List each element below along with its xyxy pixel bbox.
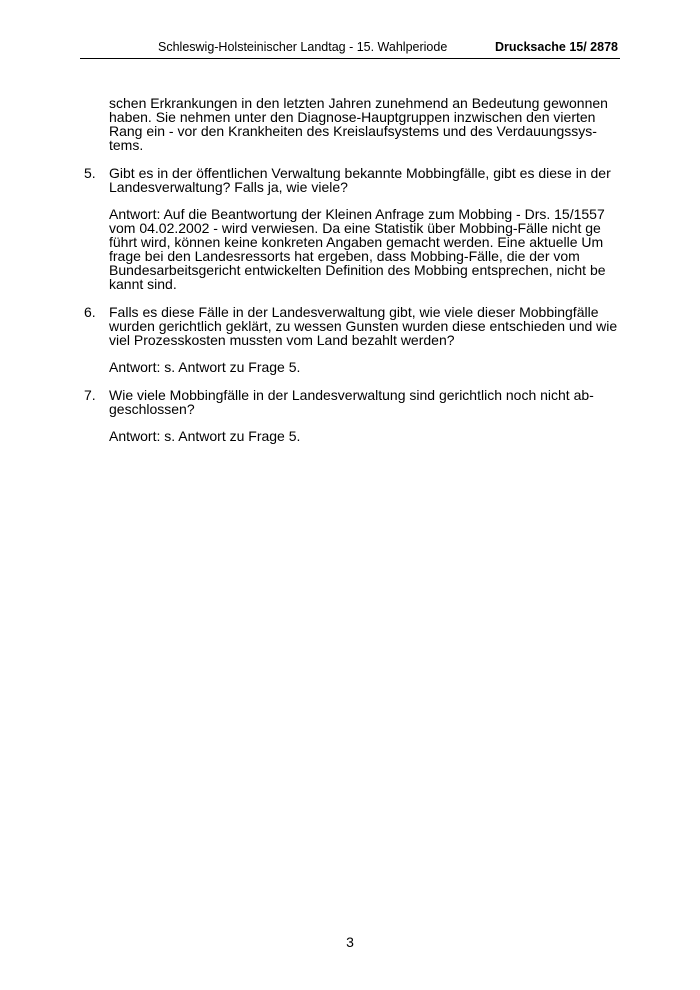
page-header xyxy=(80,38,620,59)
document-body xyxy=(84,96,624,443)
intro-paragraph: schen Erkrankungen in den letzten Jahren zunehmend an Bedeutung gewonnen haben. Sie nehmen unter den Diagnose-Hauptgruppen inzwischen den vierten Rang ein - vor den Krankheiten des Kreislaufsystems und des Verdauungssys-tems. xyxy=(109,95,608,153)
header-title: Schleswig-Holsteinischer Landtag - 15. Wahlperiode xyxy=(158,40,448,54)
question-6 xyxy=(84,305,624,347)
question-text: Falls es diese Fälle in der Landesverwaltung gibt, wie viele dieser Mobbingfälle wurden gerichtlich geklärt, zu wessen Gunsten wurden diese entschieden und wie viel Prozesskosten mussten vom Land bezahlt werden? xyxy=(109,304,618,348)
question-text: Gibt es in der öffentlichen Verwaltung bekannte Mobbingfälle, gibt es diese in der Landesverwaltung? Falls ja, wie viele? xyxy=(109,165,611,195)
question-number: 6. xyxy=(84,304,96,320)
question-block-5 xyxy=(84,166,624,291)
question-number: 5. xyxy=(84,165,96,181)
question-text: Wie viele Mobbingfälle in der Landesverwaltung sind gerichtlich noch nicht ab-geschlossen? xyxy=(109,387,594,417)
question-block-6 xyxy=(84,305,624,374)
question-5 xyxy=(84,166,624,194)
answer-6: Antwort: s. Antwort zu Frage 5. xyxy=(109,359,301,375)
question-number: 7. xyxy=(84,387,96,403)
answer-5: Antwort: Auf die Beantwortung der Kleinen Anfrage zum Mobbing - Drs. 15/1557 vom 04.02.2002 - wird verwiesen. Da eine Statistik über Mobbing-Fälle nicht ge führt wird, können keine konkreten Angaben gemacht werden. Eine aktuelle Um frage bei den Landesressorts hat ergeben, dass Mobbing-Fälle, die der vom Bundesarbeitsgericht entwickelten Definition des Mobbing entsprechen, nicht be kannt sind. xyxy=(109,206,606,292)
page-number: 3 xyxy=(346,934,354,950)
question-7 xyxy=(84,388,624,416)
drucksache-number: Drucksache 15/ 2878 xyxy=(494,40,618,54)
question-block-7 xyxy=(84,388,624,443)
answer-7: Antwort: s. Antwort zu Frage 5. xyxy=(109,428,301,444)
